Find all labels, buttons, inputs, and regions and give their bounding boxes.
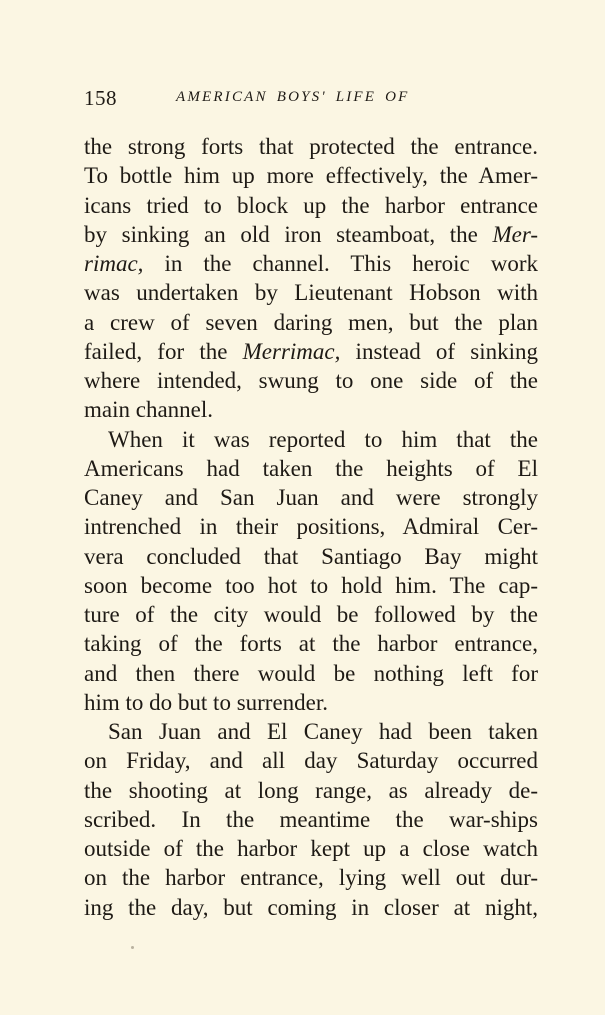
text-line — [84, 863, 538, 892]
italic-ship-name: rimac, — [84, 251, 144, 276]
text-line — [84, 337, 538, 366]
text-segment: where intended, swung to one side of the — [84, 368, 538, 393]
text-line — [84, 308, 538, 337]
text-segment: San Juan and El Caney had been taken — [108, 719, 538, 744]
text-line — [84, 249, 538, 278]
text-segment: him to do but to surrender. — [84, 689, 329, 715]
text-segment: instead of sinking — [340, 338, 538, 364]
paragraph — [84, 717, 538, 922]
text-line — [84, 425, 538, 454]
text-line — [84, 834, 538, 863]
text-line — [84, 161, 538, 190]
text-line — [84, 688, 538, 717]
text-segment: outside of the harbor kept up a close watch — [84, 836, 538, 861]
text-segment: To bottle him up more effectively, the Amer- — [84, 163, 538, 189]
text-line — [84, 278, 538, 307]
text-segment: on Friday, and all day Saturday occurred — [84, 748, 538, 774]
text-segment: was undertaken by Lieutenant Hobson with — [84, 280, 538, 306]
text-segment: in the channel. This heroic work — [143, 251, 538, 276]
text-segment: Caney and San Juan and were strongly — [84, 485, 538, 510]
text-line — [84, 776, 538, 805]
text-segment: intrenched in their positions, Admiral Cer- — [84, 514, 538, 540]
text-segment: the strong forts that protected the entrance. — [84, 134, 538, 159]
text-line — [84, 454, 538, 483]
text-line — [84, 395, 538, 424]
text-line — [84, 512, 538, 541]
text-line — [84, 366, 538, 395]
text-line — [84, 220, 538, 249]
text-segment: on the harbor entrance, lying well out dur- — [84, 865, 538, 891]
text-line — [84, 191, 538, 220]
text-segment: and then there would be nothing left for — [84, 660, 538, 686]
running-head — [84, 86, 544, 116]
text-line — [84, 571, 538, 600]
text-segment: icans tried to block up the harbor entrance — [84, 192, 538, 218]
text-line — [84, 132, 538, 161]
text-segment: ing the day, but coming in closer at night, — [84, 894, 538, 920]
paragraph — [84, 132, 538, 425]
text-segment: soon become too hot to hold him. The cap- — [84, 572, 538, 598]
text-line — [84, 893, 538, 922]
running-title: AMERICAN BOYS' LIFE OF — [176, 89, 410, 105]
text-line — [84, 805, 538, 834]
text-line — [84, 600, 538, 629]
text-line — [84, 659, 538, 688]
paper-speck — [131, 946, 134, 949]
text-line — [84, 483, 538, 512]
text-segment: main channel. — [84, 397, 214, 423]
text-segment: taking of the forts at the harbor entrance, — [84, 631, 538, 657]
italic-ship-name: Merrimac, — [242, 338, 341, 364]
text-segment: ture of the city would be followed by the — [84, 602, 538, 627]
text-line — [84, 542, 538, 571]
text-segment: a crew of seven daring men, but the plan — [84, 309, 538, 335]
text-segment: the shooting at long range, as already de- — [84, 777, 538, 803]
text-segment: by sinking an old iron steamboat, the — [84, 221, 493, 247]
page-number: 158 — [84, 86, 117, 110]
text-segment: failed, for the — [84, 338, 243, 364]
text-line — [84, 746, 538, 775]
paragraph — [84, 425, 538, 718]
text-segment: vera concluded that Santiago Bay might — [84, 543, 538, 569]
text-segment: Americans had taken the heights of El — [84, 455, 538, 481]
text-line — [84, 717, 538, 746]
text-segment: scribed. In the meantime the war-ships — [84, 806, 538, 832]
text-line — [84, 629, 538, 658]
italic-ship-name: Mer- — [492, 221, 538, 247]
body-text — [84, 132, 538, 922]
text-segment: When it was reported to him that the — [108, 426, 538, 452]
